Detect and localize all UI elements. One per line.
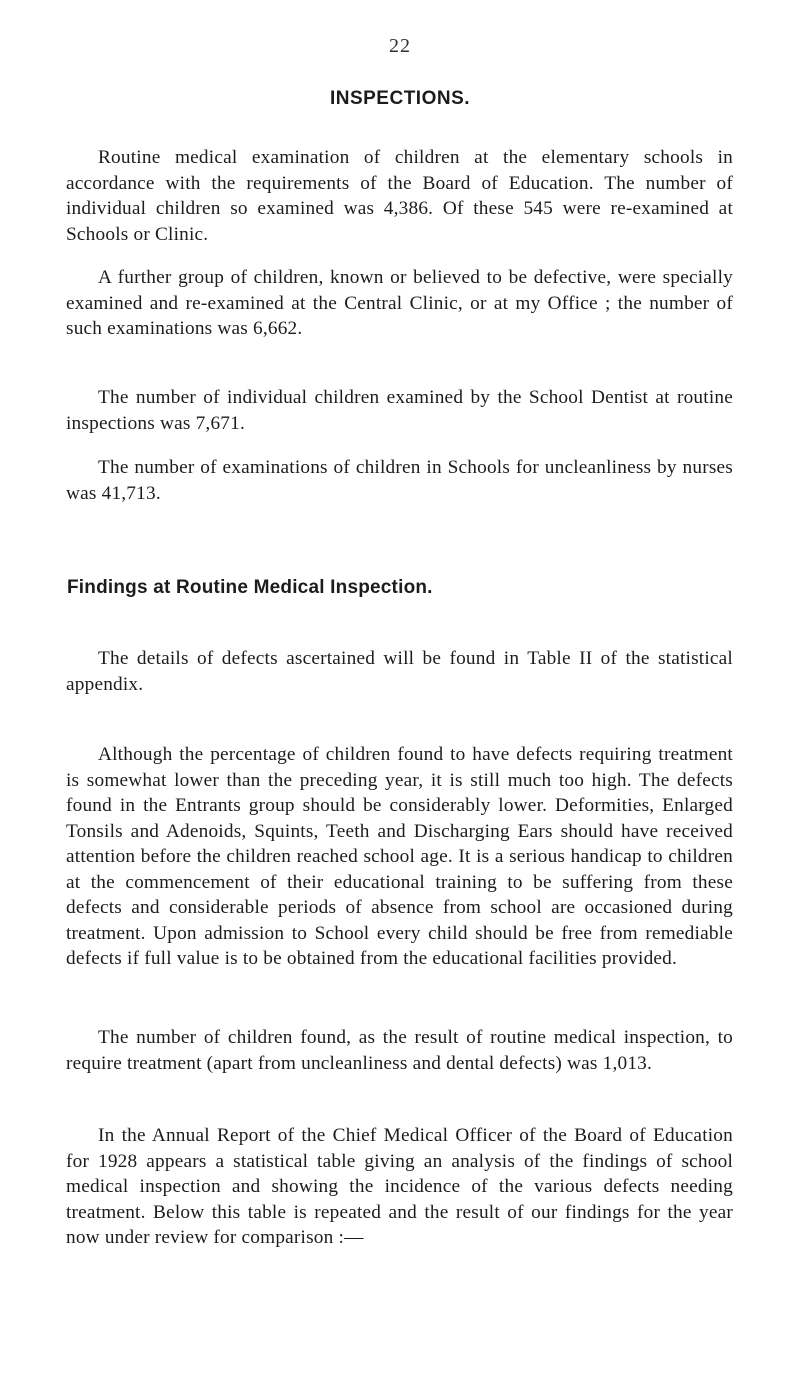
page-number: 22: [389, 35, 411, 57]
paragraph-annual-report: In the Annual Report of the Chief Medical Officer of the Board of Education for 1928 appears a statistical table giving an analysis of the findings of school medical inspection and showing the incidence of the various defects needing treatment. Below this table is repeated and the result of our findings for the year now under review for comparison :—: [66, 1125, 733, 1248]
paragraph-uncleanliness: The number of examinations of children in Schools for uncleanliness by nurses was 41,713.: [66, 457, 733, 504]
paragraph-further-group: A further group of children, known or believed to be defective, were specially examined and re-examined at the Central Clinic, or at my Office ; the number of such examinations was 6,662.: [66, 267, 733, 339]
paragraph-routine-examination: Routine medical examination of children at the elementary schools in accordance with the requirements of the Board of Education. The number of individual children so examined was 4,386. Of these 545 were re-examined at Schools or Clinic.: [66, 147, 733, 245]
paragraph-treatment-count: The number of children found, as the result of routine medical inspection, to require treatment (apart from uncleanliness and dental defects) was 1,013.: [66, 1027, 733, 1074]
findings-heading: Findings at Routine Medical Inspection.: [67, 577, 433, 598]
paragraph-school-dentist: The number of individual children examined by the School Dentist at routine inspections was 7,671.: [66, 387, 733, 434]
section-title: INSPECTIONS.: [329, 88, 471, 109]
paragraph-defects-discussion: Although the percentage of children found to have defects requiring treatment is somewhat lower than the preceding year, it is still much too high. The defects found in the Entrants group should be considerably lower. Deformities, Enlarged Tonsils and Adenoids, Squints, Teeth and Discharging Ears should have received attention before the children reached school age. It is a serious handicap to children at the commencement of their educational training to be suffering from these defects and considerable periods of absence from school are occasioned during treatment. Upon admission to School every child should be free from remediable defects if full value is to be obtained from the educational facilities provided.: [66, 744, 733, 969]
paragraph-table-reference: The details of defects ascertained will be found in Table II of the statistical appendix.: [66, 648, 733, 695]
